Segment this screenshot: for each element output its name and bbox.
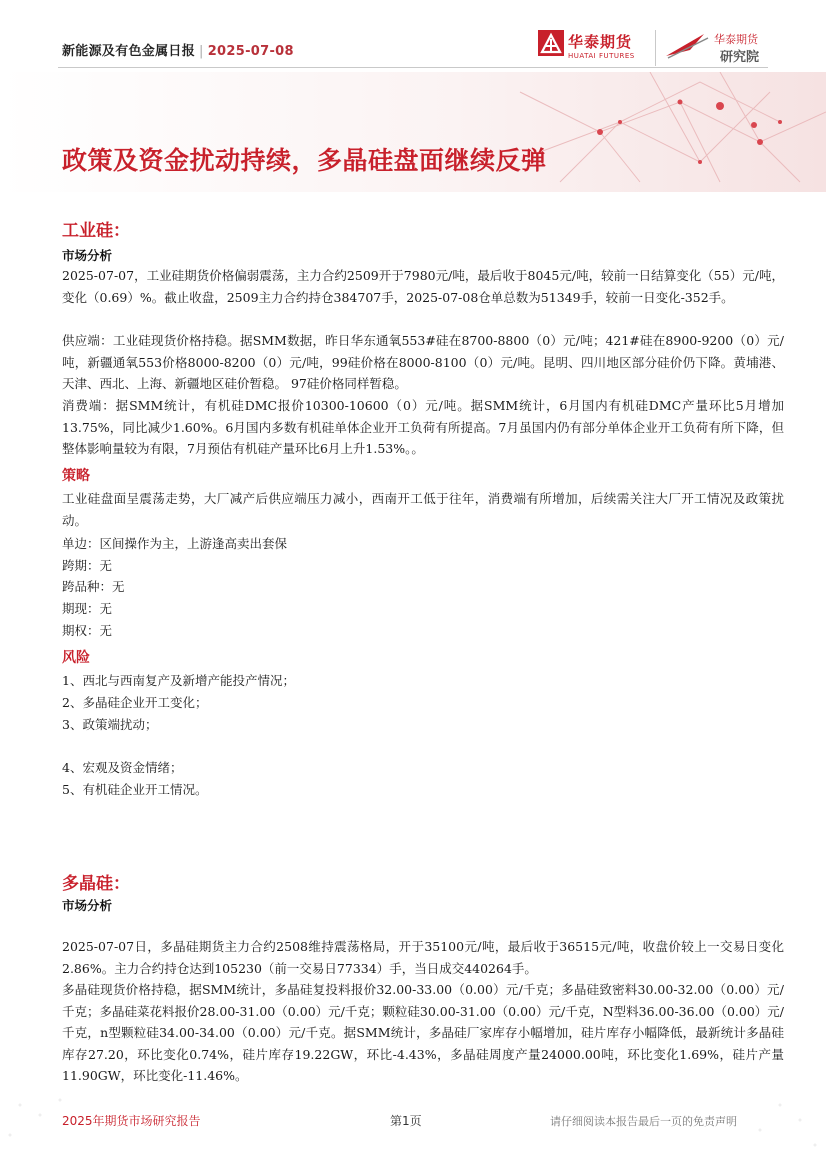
strategy-single-side: 单边：区间操作为主，上游逢高卖出套保 xyxy=(62,536,288,551)
strategy-calendar: 跨期：无 xyxy=(62,558,113,573)
demand-side-paragraph: 消费端：据SMM统计，有机硅DMC报价10300-10600（0）元/吨。据SMM统计，6月国内有机硅DMC产量环比5月增加13.75%，同比减少1.60%。6月国内多数有机硅单体企业开工负荷有所提高。7月虽国内仍有部分单体企业开工负荷有所下降，但整体影响量较为有限，7月预估有机硅产量环比6月上升1.53%。。 xyxy=(62,398,784,456)
research-institute-logo xyxy=(664,28,769,66)
footer-dot-pattern xyxy=(0,1090,826,1169)
header-separator: | xyxy=(199,44,204,59)
logo-divider xyxy=(655,30,656,66)
polysilicon-futures-paragraph: 2025-07-07日，多晶硅期货主力合约2508维持震荡格局，开于35100元/吨，最后收于36515元/吨，收盘价较上一交易日变化2.86%。主力合约持仓达到105230（前一交易日77334）手，当日成交440264手。 xyxy=(62,939,784,976)
logo-chinese-name: 华泰期货 xyxy=(568,33,633,51)
strategy-cross-variety: 跨品种：无 xyxy=(62,579,125,594)
risk-item: 4、宏观及资金情绪； xyxy=(62,760,183,775)
footer-report-name: 2025年期货市场研究报告 xyxy=(62,1114,201,1128)
risk-item: 1、西北与西南复产及新增产能投产情况； xyxy=(62,673,295,688)
logo-english-name: HUATAI FUTURES xyxy=(568,52,635,60)
research-logo-name: 华泰期货 xyxy=(714,33,758,46)
report-name: 新能源及有色金属日报 xyxy=(62,44,196,59)
report-header-title xyxy=(62,40,294,59)
risk-heading: 风险 xyxy=(62,650,90,666)
supply-side-paragraph: 供应端：工业硅现货价格持稳。据SMM数据，昨日华东通氧553#硅在8700-8800（0）元/吨；421#硅在8900-9200（0）元/吨，新疆通氧553价格8000-8200（0）元/吨，99硅价格在8000-8100（0）元/吨。昆明、四川地区部分硅价仍下降。黄埔港、天津、西北、上海、新疆地区硅价暂稳。 97硅价格同样暂稳。 xyxy=(62,333,784,391)
header-rule xyxy=(58,67,768,68)
research-swoosh-icon xyxy=(664,28,712,64)
page-header xyxy=(0,0,826,72)
section-heading-industrial-silicon: 工业硅： xyxy=(62,221,130,241)
strategy-text: 工业硅盘面呈震荡走势，大厂减产后供应端压力减小，西南开工低于往年，消费端有所增加，后续需关注大厂开工情况及政策扰动。 xyxy=(62,491,784,528)
industrial-silicon-futures-paragraph: 2025-07-07，工业硅期货价格偏弱震荡，主力合约2509开于7980元/吨，最后收于8045元/吨，较前一日结算变化（55）元/吨，变化（0.69）%。截止收盘，2509主力合约持仓384707手，2025-07-08仓单总数为51349手，较前一日变化-352手。 xyxy=(62,268,784,305)
huatai-futures-logo xyxy=(538,30,648,66)
strategy-options: 期权：无 xyxy=(62,623,113,638)
disclaimer-note: 请仔细阅读本报告最后一页的免责声明 xyxy=(550,1115,737,1128)
polysilicon-spot-paragraph: 多晶硅现货价格持稳，据SMM统计，多晶硅复投料报价32.00-33.00（0.00）元/千克；多晶硅致密料30.00-32.00（0.00）元/千克；多晶硅菜花料报价28.00-31.00（0.00）元/千克；颗粒硅30.00-31.00（0.00）元/千克，N型料36.00-36.00（0.00）元/千克，n型颗粒硅34.00-34.00（0.00）元/千克。据SMM统计，多晶硅厂家库存小幅增加，硅片库存小幅降低，最新统计多晶硅库存27.20，环比变化0.74%，硅片库存19.22GW，环比-4.43%，多晶硅周度产量24000.00吨，环比变化1.69%，硅片产量11.90GW，环比变化-11.46%。 xyxy=(62,982,784,1083)
market-analysis-label: 市场分析 xyxy=(62,248,113,263)
page-title: 政策及资金扰动持续，多晶硅盘面继续反弹 xyxy=(62,146,547,175)
strategy-futures-cash: 期现：无 xyxy=(62,601,113,616)
section-heading-polysilicon: 多晶硅： xyxy=(62,874,130,894)
huatai-logo-mark-icon xyxy=(538,30,564,56)
risk-item: 3、政策端扰动； xyxy=(62,717,158,732)
report-date: 2025-07-08 xyxy=(207,44,294,59)
market-analysis-label: 市场分析 xyxy=(62,898,113,913)
research-logo-sub: 研究院 xyxy=(720,50,760,65)
strategy-heading: 策略 xyxy=(62,468,90,484)
risk-item: 2、多晶硅企业开工变化； xyxy=(62,695,208,710)
title-banner xyxy=(0,72,826,192)
risk-item: 5、有机硅企业开工情况。 xyxy=(62,782,208,797)
page-number: 第1页 xyxy=(390,1114,422,1128)
